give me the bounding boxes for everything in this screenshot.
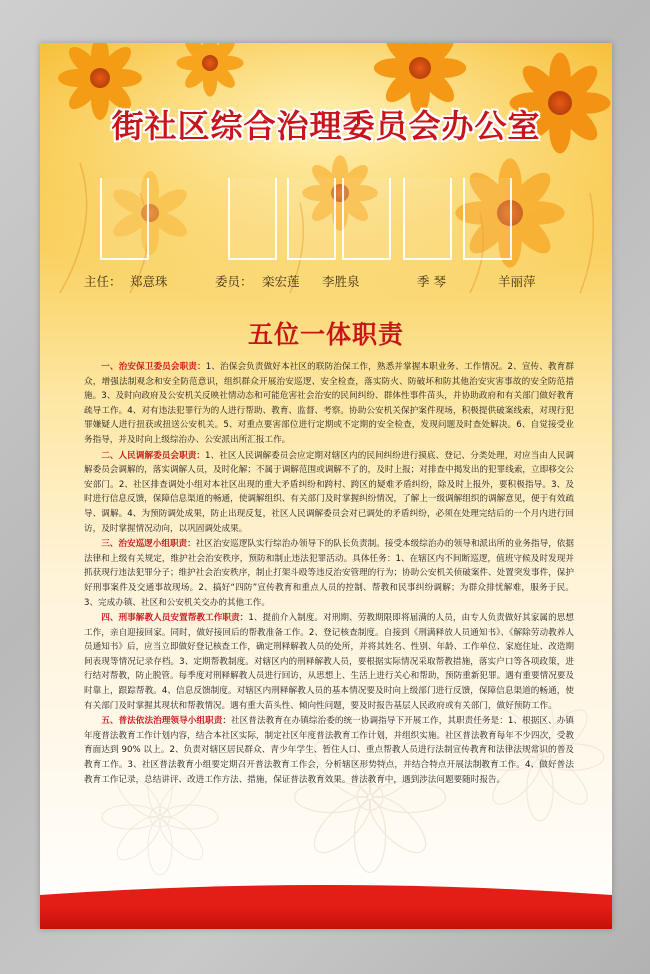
duty-section xyxy=(84,611,574,713)
director-label: 主任： xyxy=(84,274,122,289)
section-heading: 五、普法依法治理领导小组职责： xyxy=(101,716,231,727)
duties-title: 五位一体职责 xyxy=(247,320,404,349)
committee-member-name: 栾宏莲 xyxy=(262,274,300,289)
duty-section xyxy=(84,537,574,610)
photo-frame xyxy=(287,178,336,260)
section-text: 1、治保会负责做好本社区的联防治保工作，熟悉并掌握本职业务、工作情况。2、宣传、教育群众，增强法制观念和安全防范意识，组织群众开展治安巡逻、安全检查，落实防火、防破坏和防其他治安灾害事故的安全防范措施。3、及时向政府及公安机关反映社情动态和可能危害社会治安的民间纠纷、群体性事件苗头，并协助政府和有关部门做好教育疏导工作。4、对有违法犯罪行为的人进行帮助、教育、监督、考察。协助公安机关保护案件现场，积极提供破案线索，对现行犯罪嫌疑人进行扭获或扭送公安机关。5、对重点要害部位进行定期或不定期的安全检查，发现问题及时查处解决。6、自觉接受业务指导，并及时向上级综治办、公安派出所汇报工作。 xyxy=(84,362,574,445)
office-title: 街社区综合治理委员会办公室 xyxy=(111,107,541,145)
photo-frame xyxy=(342,178,391,260)
director-name: 郑意珠 xyxy=(130,274,168,289)
duty-section xyxy=(84,714,574,787)
section-heading: 一、治安保卫委员会职责： xyxy=(101,362,206,372)
bottom-band xyxy=(40,907,612,929)
photo-frame xyxy=(228,178,277,260)
section-heading: 二、人民调解委员会职责： xyxy=(101,450,206,461)
section-text: 社区普法教育在办镇综治委的统一协调指导下开展工作，其职责任务是：1、根据区、办镇年度普法教育工作计划内容，结合本社区实际，制定社区年度普法教育工作计划，并组织实施。社区普法教育每年不少四次，受教育面达到 90% 以上。2、负责对辖区居民群众、青少年学生、暂住人口、重点帮教人员进行法制宣传教育和法律法规常识的普及教育工作。3、社区普法教育小组要定期召开普法教育工作会，分析辖区形势特点，并结合特点开展法制教育工作。4、做好普法教育工作记录，总结讲评、改进工作方法、措施，保证普法教育效果。普法教育中，遇到涉法问题要随时报告。 xyxy=(84,716,574,785)
flower-decoration-top xyxy=(40,43,612,303)
committee-label: 委员： xyxy=(215,274,253,289)
committee-member-name: 羊丽萍 xyxy=(498,274,536,289)
duty-section xyxy=(84,449,574,537)
section-text: 1、提前介入制度。对刑期、劳教期限即将届满的人员，由专人负责做好其家属的思想工作，亲自迎接回家。同时，做好接回后的帮教准备工作。2、登记核查制度。自接到《刑满释放人员通知书》、《解除劳动教养人员通知书》后，应当立即做好登记核查工作，确定刑释解教人员的处所，并将其姓名、性别、年龄、工作单位、家庭住址、改造期间表现等情况记录存档。3、定期帮教制度。对辖区内的刑释解教人员，要根据实际情况采取帮教措施，落实户口等各项政策，进行结对帮教，防止脱管。每季度对刑释解教人员进行回访，从思想上、生活上进行关心和帮助，预防重新犯罪。遇有重要情况要及时靠上，跟踪帮教。4、信息反馈制度。对辖区内刑释解教人员的基本情况要及时向上级部门进行反馈，保障信息渠道的畅通，使有关部门及时掌握其现状和帮教情况。遇有重大苗头性、倾向性问题，要及时报告基层人民政府或有关部门，做好预防工作。 xyxy=(84,613,574,711)
committee-member-name: 季 琴 xyxy=(417,274,446,289)
section-heading: 四、刑事解教人员安置帮教工作职责： xyxy=(101,613,249,624)
poster-board xyxy=(40,43,612,929)
section-text: 社区治安巡逻队实行综治办领导下的队长负责制。接受本级综治办的领导和派出所的业务指导，依据法律和上级有关规定，维护社会治安秩序，预防和制止违法犯罪活动。具体任务：1、在辖区内不间断巡逻，值班守候及时发现并抓获现行违法犯罪分子；维护社会治安秩序，制止打架斗殴等违反治安管理的行为；协助公安机关侦破案件、处置突发事件，保护好刑事案件及交通事故现场。2、搞好“四防”宣传教育和重点人员的控制、帮教和民事纠纷调解；为群众排忧解难，服务于民。3、完成办镇、社区和公安机关交办的其他工作。 xyxy=(84,539,574,608)
section-heading: 三、治安巡逻小组职责： xyxy=(101,539,196,550)
section-text: 1、社区人民调解委员会应定期对辖区内的民间纠纷进行摸底、登记、分类处理，对应当由人民调解委员会调解的，落实调解人员，及时化解；不属于调解范围或调解不了的，及时上报；对排查中揭发出的犯罪线索，立即移交公安部门。2、社区排查调处小组对本社区出现的重大矛盾纠纷和跨村、跨区的疑难矛盾纠纷，除及时上报外，要积极指导。3、及时进行信息反馈，保障信息渠道的畅通，使调解组织、有关部门及时掌握纠纷情况，了解上一级调解组织的调解意见，便于有效疏导、调解。4、为预防调处成果，防止出现反复，社区人民调解委员会对已调处的矛盾纠纷，必须在处理完结后的一个月内进行回访，及时掌握情况动向，以巩固调处成果。 xyxy=(84,450,574,534)
committee-member-name: 李胜泉 xyxy=(322,274,360,289)
photo-frame xyxy=(463,178,512,260)
photo-frame xyxy=(100,178,149,260)
photo-frame xyxy=(403,178,452,260)
committee-members xyxy=(40,272,612,292)
duties-body xyxy=(84,360,574,788)
duty-section xyxy=(84,360,574,448)
